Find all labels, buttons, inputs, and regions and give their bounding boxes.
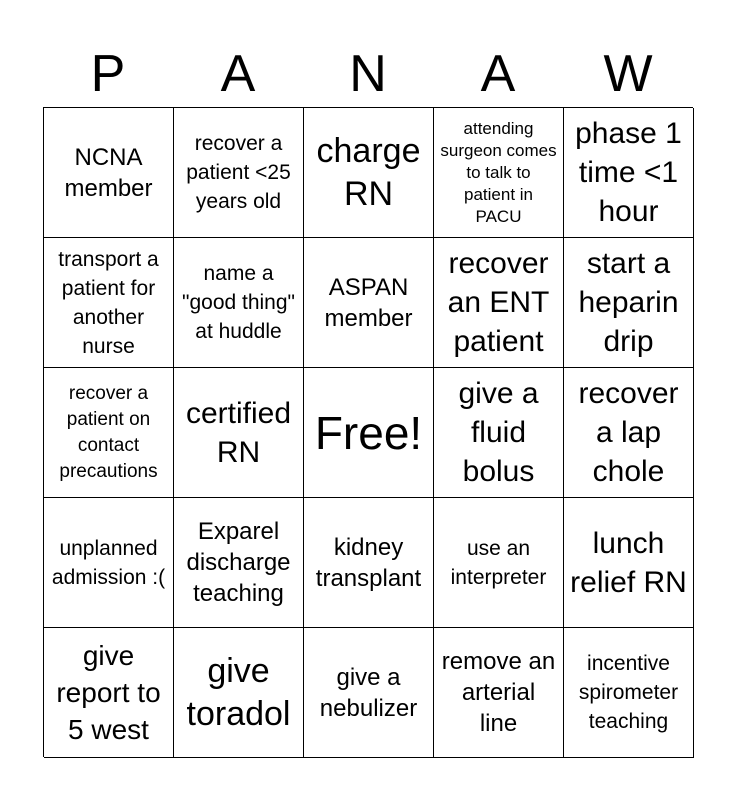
cell-text: name a "good thing" at huddle	[182, 262, 295, 343]
header-letter-a: A	[220, 45, 256, 103]
bingo-cell[interactable]	[174, 238, 304, 368]
cell-text: recover an ENT patient	[447, 247, 550, 358]
bingo-cell[interactable]	[434, 108, 564, 238]
bingo-cell[interactable]	[564, 368, 694, 498]
bingo-cell[interactable]	[434, 368, 564, 498]
cell-text: give a nebulizer	[319, 663, 418, 722]
cell-text: certified RN	[185, 396, 292, 469]
cell-text: phase 1 time <1 hour	[575, 117, 682, 228]
bingo-cell[interactable]	[44, 498, 174, 628]
cell-text: recover a patient on contact precautions	[59, 382, 158, 482]
bingo-cell[interactable]	[44, 628, 174, 758]
bingo-cell[interactable]	[564, 238, 694, 368]
bingo-cell[interactable]	[434, 498, 564, 628]
free-space-text: Free!	[314, 406, 423, 459]
cell-text: recover a lap chole	[578, 377, 679, 488]
bingo-cell[interactable]	[304, 108, 434, 238]
cell-text: recover a patient <25 years old	[186, 132, 291, 213]
cell-text: incentive spirometer teaching	[578, 652, 679, 733]
bingo-cell[interactable]	[564, 108, 694, 238]
bingo-cell[interactable]	[304, 498, 434, 628]
bingo-cell[interactable]	[434, 238, 564, 368]
header-letter-p: P	[90, 45, 126, 103]
bingo-header	[43, 40, 693, 108]
cell-text: lunch relief RN	[570, 526, 687, 599]
bingo-cell[interactable]	[304, 628, 434, 758]
cell-text: start a heparin drip	[578, 247, 679, 358]
cell-text: unplanned admission :(	[51, 536, 166, 589]
bingo-cell[interactable]	[174, 498, 304, 628]
cell-text: ASPAN member	[324, 273, 413, 332]
bingo-grid	[43, 107, 693, 757]
cell-text: transport a patient for another nurse	[58, 247, 159, 358]
bingo-cell[interactable]	[174, 628, 304, 758]
cell-text: use an interpreter	[450, 536, 547, 589]
free-space[interactable]	[304, 368, 434, 498]
cell-text: give toradol	[186, 651, 291, 733]
cell-text: give a fluid bolus	[458, 377, 539, 488]
bingo-cell[interactable]	[44, 108, 174, 238]
cell-text: charge RN	[316, 131, 421, 213]
bingo-cell[interactable]	[44, 368, 174, 498]
cell-text: kidney transplant	[315, 533, 422, 592]
cell-text: attending surgeon comes to talk to patient in PACU	[440, 118, 557, 226]
cell-text: give report to 5 west	[56, 640, 161, 745]
header-letter-n: N	[349, 45, 387, 103]
header-letter-w: W	[603, 45, 653, 103]
bingo-cell[interactable]	[434, 628, 564, 758]
cell-text: NCNA member	[64, 143, 153, 202]
header-letter-a-2: A	[480, 45, 516, 103]
cell-text: Exparel discharge teaching	[186, 518, 291, 607]
bingo-cell[interactable]	[304, 238, 434, 368]
bingo-cell[interactable]	[564, 498, 694, 628]
bingo-cell[interactable]	[44, 238, 174, 368]
bingo-cell[interactable]	[174, 368, 304, 498]
cell-text: remove an arterial line	[441, 648, 556, 737]
bingo-cell[interactable]	[174, 108, 304, 238]
bingo-cell[interactable]	[564, 628, 694, 758]
